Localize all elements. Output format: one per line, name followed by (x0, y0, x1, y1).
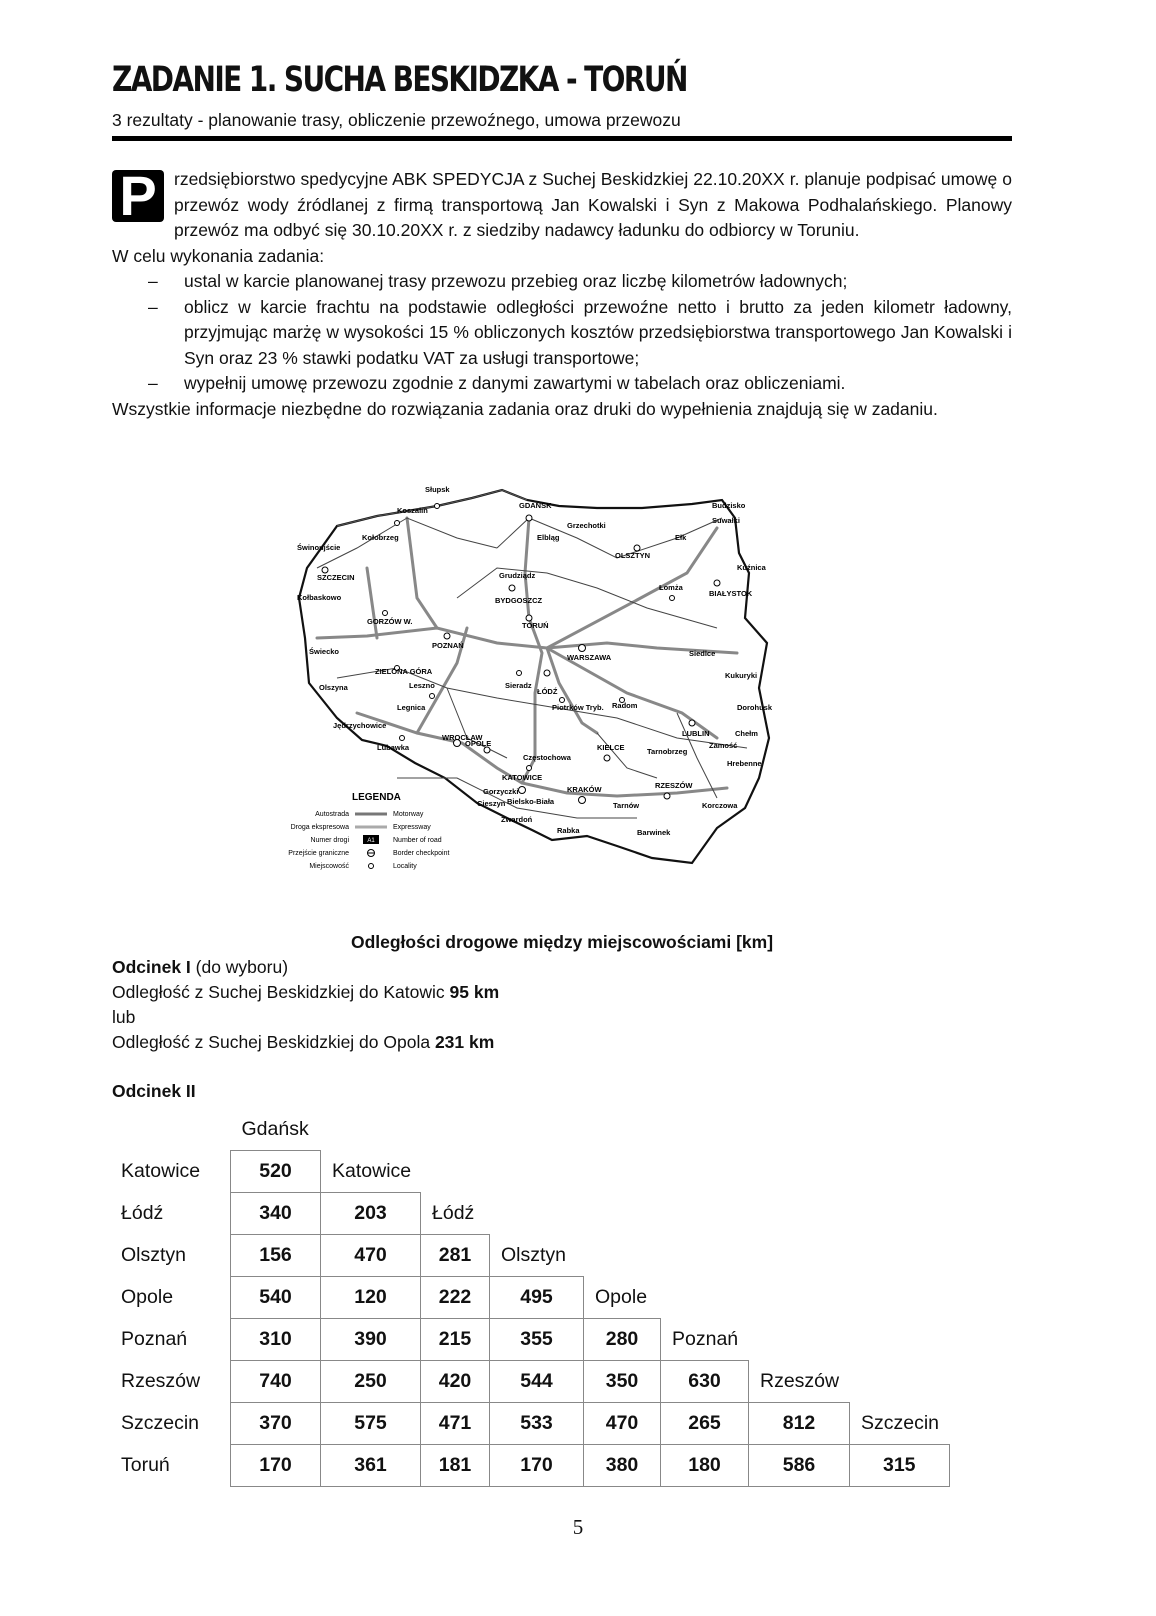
row-label: Poznań (121, 1328, 188, 1350)
legend-label-en: Number of road (393, 837, 442, 844)
city-label: Grzechotki (567, 521, 606, 530)
city-label: SZCZECIN (317, 573, 355, 582)
row-label: Rzeszów (121, 1370, 201, 1392)
city-label: Leszno (409, 681, 435, 690)
city-label: POZNAŃ (432, 641, 464, 650)
task-item-text: ustal w karcie planowanej trasy przewozu przebieg oraz liczbę kilometrów ładownych; (184, 271, 848, 291)
distance-cell: 170 (490, 1445, 584, 1487)
distance-cell: 203 (321, 1193, 421, 1235)
option-distance: 231 km (434, 1032, 495, 1052)
city-label: RZESZÓW (655, 781, 693, 790)
distance-cell: 180 (661, 1445, 749, 1487)
row-label: Olsztyn (121, 1244, 187, 1266)
city-label: TORUŃ (522, 621, 549, 630)
city-label: Kołobrzeg (362, 533, 399, 542)
distance-cell: 380 (584, 1445, 661, 1487)
drop-cap: P (112, 170, 164, 222)
legend-label-en: Locality (393, 863, 417, 870)
row-label: Szczecin (121, 1412, 200, 1434)
column-header: Szczecin (861, 1411, 940, 1434)
city-label: WARSZAWA (567, 653, 612, 662)
distance-cell: 361 (321, 1445, 421, 1487)
task-item-text: wypełnij umowę przewozu zgodnie z danymi zawartymi w tabelach oraz obliczeniami. (184, 373, 846, 393)
city-label: Kuźnica (737, 563, 766, 572)
task-item (112, 295, 1012, 372)
city-label: Świnoujście (297, 543, 341, 552)
city-label: Słupsk (425, 485, 450, 494)
table-row (112, 1319, 949, 1361)
distance-cell: 812 (749, 1403, 850, 1445)
segment-2-heading (112, 1081, 196, 1102)
table-row (112, 1151, 949, 1193)
city-markers (322, 504, 720, 804)
table-row (112, 1277, 949, 1319)
city-label: Hrebenne (727, 759, 762, 768)
legend-label: Droga ekspresowa (290, 824, 349, 831)
distance-cell: 533 (490, 1403, 584, 1445)
city-label: Olszyna (319, 683, 348, 692)
city-label: Radom (612, 701, 638, 710)
city-label: KRAKÓW (567, 785, 602, 794)
column-header: Poznań (672, 1327, 739, 1350)
city-label: KIELCE (597, 743, 625, 752)
legend-label: Przejście graniczne (288, 850, 349, 857)
city-label: Ełk (675, 533, 687, 542)
legend-label-en: Border checkpoint (393, 850, 450, 857)
segment-1-note: (do wyboru) (190, 957, 289, 977)
distance-cell: 170 (231, 1445, 321, 1487)
city-label: Lubawka (377, 743, 410, 752)
task-item (112, 269, 1012, 295)
column-header: Olsztyn (501, 1243, 567, 1266)
distance-cell: 520 (231, 1151, 321, 1193)
city-labels (297, 485, 773, 837)
distance-cell: 370 (231, 1403, 321, 1445)
city-label: Częstochowa (523, 753, 571, 762)
table-row (112, 1193, 949, 1235)
city-label: KATOWICE (502, 773, 543, 782)
column-header: Łódź (432, 1201, 475, 1224)
segment-1-option-opole (112, 1032, 494, 1053)
row-label: Opole (121, 1286, 174, 1308)
column-header: Rzeszów (760, 1369, 840, 1392)
city-label: Legnica (397, 703, 426, 712)
row-label: Łódź (121, 1202, 164, 1224)
task-description (112, 164, 1012, 422)
city-label: Sieradz (505, 681, 532, 690)
distance-cell: 471 (421, 1403, 490, 1445)
city-label: ŁÓDŹ (537, 687, 558, 696)
legend-label: Miejscowość (309, 863, 349, 870)
distance-cell: 355 (490, 1319, 584, 1361)
legend-label: Autostrada (315, 811, 349, 818)
row-label: Katowice (121, 1160, 201, 1182)
distance-cell: 350 (584, 1361, 661, 1403)
task-list (112, 269, 1012, 397)
legend-title: LEGENDA (352, 792, 401, 803)
distance-cell: 544 (490, 1361, 584, 1403)
city-label: Kukuryki (725, 671, 758, 680)
poland-road-map (288, 478, 775, 898)
baltic-coast (337, 490, 527, 526)
legend-label-en: Motorway (393, 811, 424, 818)
city-label: GDAŃSK (519, 501, 552, 510)
city-label: Siedlce (689, 649, 716, 658)
closing-paragraph: Wszystkie informacje niezbędne do rozwiązania zadania oraz druki do wypełnienia znajdują się w zadaniu. (112, 398, 938, 419)
city-label: BYDGOSZCZ (495, 596, 543, 605)
distance-cell: 222 (421, 1277, 490, 1319)
city-label: Tarnobrzeg (647, 747, 688, 756)
distance-cell: 586 (749, 1445, 850, 1487)
legend-label: Numer drogi (310, 837, 349, 844)
map-legend (288, 792, 449, 870)
road-number-badge: A1 (367, 838, 375, 844)
city-label: GORZÓW W. (367, 617, 413, 626)
task-item (112, 371, 1012, 397)
dash-marker: – (148, 373, 158, 393)
legend-label-en: Expressway (393, 824, 431, 831)
task-subtitle: 3 rezultaty - planowanie trasy, obliczenie przewoźnego, umowa przewozu (112, 110, 681, 130)
distance-cell: 281 (421, 1235, 490, 1277)
distance-cell: 495 (490, 1277, 584, 1319)
task-title: ZADANIE 1. SUCHA BESKIDZKA - TORUŃ (112, 60, 687, 100)
table-row (112, 1235, 949, 1277)
table-row (112, 1109, 949, 1151)
distance-cell: 470 (321, 1235, 421, 1277)
option-text: Odległość z Suchej Beskidzkiej do Katowic (112, 982, 450, 1002)
city-label: Bielsko-Biała (507, 797, 555, 806)
segment-1-or: lub (112, 1007, 136, 1027)
column-header: Gdańsk (241, 1118, 309, 1140)
distance-cell: 540 (231, 1277, 321, 1319)
city-label: Zamość (709, 741, 738, 750)
dash-marker: – (148, 271, 158, 291)
city-label: OLSZTYN (615, 551, 650, 560)
city-label: Świecko (309, 647, 340, 656)
task-list-intro: W celu wykonania zadania: (112, 245, 325, 266)
distance-cell: 310 (231, 1319, 321, 1361)
city-label: Koszalin (397, 506, 428, 515)
segment-1-label: Odcinek I (112, 957, 191, 977)
table-row (112, 1445, 949, 1487)
column-header: Opole (595, 1285, 648, 1308)
distance-cell: 740 (231, 1361, 321, 1403)
city-label: Budzisko (712, 501, 746, 510)
city-label: Rabka (557, 826, 580, 835)
city-label: OPOLE (465, 739, 492, 748)
city-label: Kołbaskowo (297, 593, 342, 602)
poland-border (299, 490, 769, 863)
dash-marker: – (148, 296, 158, 317)
city-label: Chełm (735, 729, 758, 738)
distance-cell: 390 (321, 1319, 421, 1361)
task-item-text: oblicz w karcie frachtu na podstawie odległości przewoźne netto i brutto za jeden kilometr ładowny, przyjmując marżę w wysokości 15 % obliczonych kosztów przedsiębiorstwa transportowego Jan Kowalski i Syn oraz 23 % stawki podatku VAT za usługi transportowe; (184, 296, 1012, 368)
city-label: Suwałki (712, 516, 740, 525)
distance-cell: 120 (321, 1277, 421, 1319)
city-label: Gorzyczki (483, 787, 519, 796)
distance-cell: 181 (421, 1445, 490, 1487)
distance-cell: 315 (850, 1445, 950, 1487)
distance-cell: 215 (421, 1319, 490, 1361)
city-label: Cieszyn (477, 799, 506, 808)
city-label: Tarnów (613, 801, 640, 810)
segment-2-label: Odcinek II (112, 1081, 196, 1101)
distance-cell: 250 (321, 1361, 421, 1403)
column-header: Katowice (332, 1159, 412, 1182)
city-label: ZIELONA GÓRA (375, 667, 433, 676)
distance-cell: 156 (231, 1235, 321, 1277)
header-rule (112, 136, 1012, 141)
city-label: Jędrzychowice (333, 721, 387, 730)
city-label: BIAŁYSTOK (709, 589, 753, 598)
option-distance: 95 km (449, 982, 500, 1002)
city-label: Dorohusk (737, 703, 773, 712)
distance-cell: 575 (321, 1403, 421, 1445)
city-label: Piotrków Tryb. (552, 703, 604, 712)
distance-cell: 470 (584, 1403, 661, 1445)
city-label: Grudziądz (499, 571, 536, 580)
city-label: WROCŁAW (442, 733, 483, 742)
segment-1-heading (112, 957, 288, 978)
distance-cell: 280 (584, 1319, 661, 1361)
distance-cell: 265 (661, 1403, 749, 1445)
intro-paragraph: rzedsiębiorstwo spedycyjne ABK SPEDYCJA z Suchej Beskidzkiej 22.10.20XX r. planuje podpisać umowę o przewóz wody źródlanej z firmą transportową Jan Kowalski i Syn z Makowa Podhalańskiego. Planowy przewóz ma odbyć się 30.10.20XX r. z siedziby nadawcy ładunku do odbiorcy w Toruniu. (174, 169, 1012, 240)
city-label: Barwinek (637, 828, 671, 837)
option-text: Odległość z Suchej Beskidzkiej do Opola (112, 1032, 435, 1052)
distance-cell: 340 (231, 1193, 321, 1235)
segment-1-option-katowice (112, 982, 499, 1003)
city-label: LUBLIN (682, 729, 710, 738)
distance-cell: 420 (421, 1361, 490, 1403)
city-label: Zwardoń (501, 815, 533, 824)
distance-section-title: Odległości drogowe między miejscowościami [km] (350, 932, 774, 952)
table-row (112, 1403, 949, 1445)
row-label: Toruń (121, 1454, 170, 1476)
page-number: 5 (572, 1515, 584, 1539)
distance-matrix-table (112, 1109, 950, 1487)
city-label: Łomża (659, 583, 683, 592)
city-label: Elbląg (537, 533, 560, 542)
distance-cell: 630 (661, 1361, 749, 1403)
city-label: Korczowa (702, 801, 738, 810)
table-row (112, 1361, 949, 1403)
